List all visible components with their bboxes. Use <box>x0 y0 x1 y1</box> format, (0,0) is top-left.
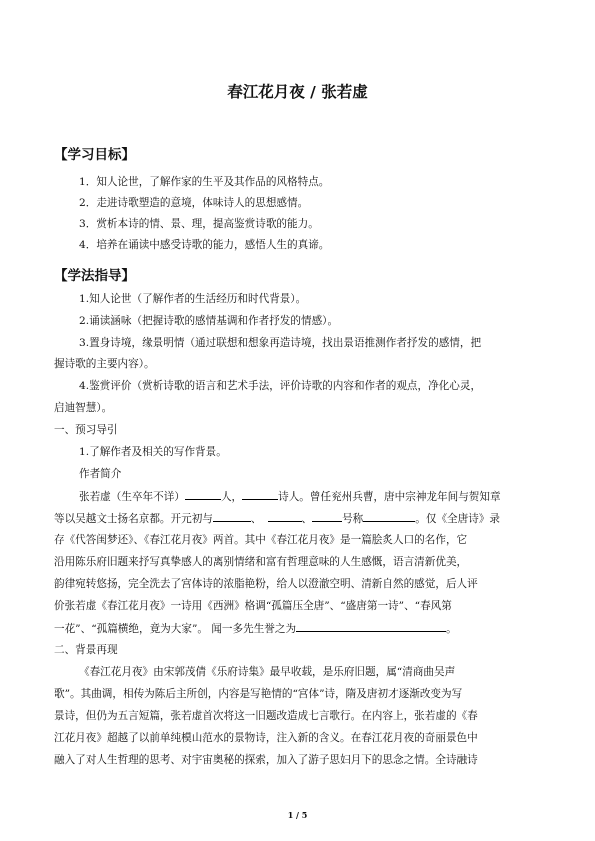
background-line: 景诗，但仍为五言短篇，张若虚首次将这一旧题改造成七言歌行。在内容上，张若虚的《春 <box>54 710 478 722</box>
author-line: 沿用陈乐府旧题来抒写真挚感人的离别情绪和富有哲理意味的人生感慨，语言清新优美， <box>54 556 468 568</box>
objectives-heading: 【学习目标】 <box>54 147 135 163</box>
method-heading: 【学法指导】 <box>54 268 135 284</box>
fill-blank[interactable] <box>268 511 302 522</box>
method-item: 握诗歌的主要内容）。 <box>54 358 155 370</box>
method-item: 启迪智慧）。 <box>54 402 113 414</box>
objective-item: 3．赏析本诗的情、景、理，提高鉴赏诗歌的能力。 <box>79 218 319 230</box>
author-intro-label: 作者简介 <box>79 468 122 480</box>
fill-blank[interactable] <box>296 621 446 632</box>
fill-blank[interactable] <box>242 489 278 500</box>
objective-item: 2．走进诗歌塑造的意境，体味诗人的思想感情。 <box>79 197 309 209</box>
method-item: 1.知人论世（了解作者的生活经历和时代背景）。 <box>79 293 307 305</box>
section-one-item: 1.了解作者及相关的写作背景。 <box>79 446 227 458</box>
fill-blank[interactable] <box>185 489 221 500</box>
objective-item: 4．培养在诵读中感受诗歌的能力，感悟人生的真谛。 <box>79 239 330 251</box>
section-one-heading: 一、预习导引 <box>54 424 118 436</box>
background-line: 歌”。其曲调，相传为陈后主所创，内容是写艳情的“宫体”诗，隋及唐初才逐渐改变为写 <box>54 688 463 700</box>
background-line: 融入了对人生哲理的思考、对宇宙奥秘的探索，加入了游子思妇月下的思念之情。全诗融诗 <box>54 754 478 766</box>
method-item: 2.诵读涵咏（把握诗歌的感情基调和作者抒发的情感）。 <box>79 315 339 327</box>
author-line: 韵律宛转悠扬，完全洗去了宫体诗的浓脂艳粉，给人以澄澈空明、清新自然的感觉，后人评 <box>54 578 478 590</box>
background-line: 江花月夜》超越了以前单纯模山范水的景物诗，注入新的含义。在春江花月夜的奇丽景色中 <box>54 732 478 744</box>
section-two-heading: 二、背景再现 <box>54 644 118 656</box>
fill-blank[interactable] <box>213 511 251 522</box>
objective-item: 1．知人论世，了解作家的生平及其作品的风格特点。 <box>79 176 330 188</box>
author-line: 一花”、“孤篇横绝，竟为大家”。 闻一多先生誉之为 。 <box>54 623 457 635</box>
author-line: 存《代答闺梦还》、《春江花月夜》两首。其中《春江花月夜》是一篇脍炙人口的名作，它 <box>54 534 468 546</box>
background-line: 《春江花月夜》由宋郭茂倩《乐府诗集》最早收载，是乐府旧题，属“清商曲吴声 <box>79 666 456 678</box>
method-item: 4.鉴赏评价（赏析诗歌的语言和艺术手法，评价诗歌的内容和作者的观点，净化心灵， <box>79 380 482 392</box>
author-line: 张若虚（生卒年不详） 人， 诗人。曾任兖州兵曹，唐中宗神龙年间与贺知章 <box>79 491 501 503</box>
author-line: 等以吴越文士扬名京都。开元初与 、 、 号称 。仅《全唐诗》录 <box>54 513 501 525</box>
fill-blank[interactable] <box>312 511 342 522</box>
method-item: 3.置身诗境，缘景明情（通过联想和想象再造诗境，找出景语推测作者抒发的感情，把 <box>79 337 482 349</box>
fill-blank[interactable] <box>363 511 415 522</box>
author-line: 价张若虚《春江花月夜》一诗用《西洲》格调“孤篇压全唐”、“盛唐第一诗”、“春风第 <box>54 600 452 612</box>
page-number: 1 / 5 <box>287 810 308 820</box>
page-title: 春江花月夜 / 张若虚 <box>227 83 368 101</box>
